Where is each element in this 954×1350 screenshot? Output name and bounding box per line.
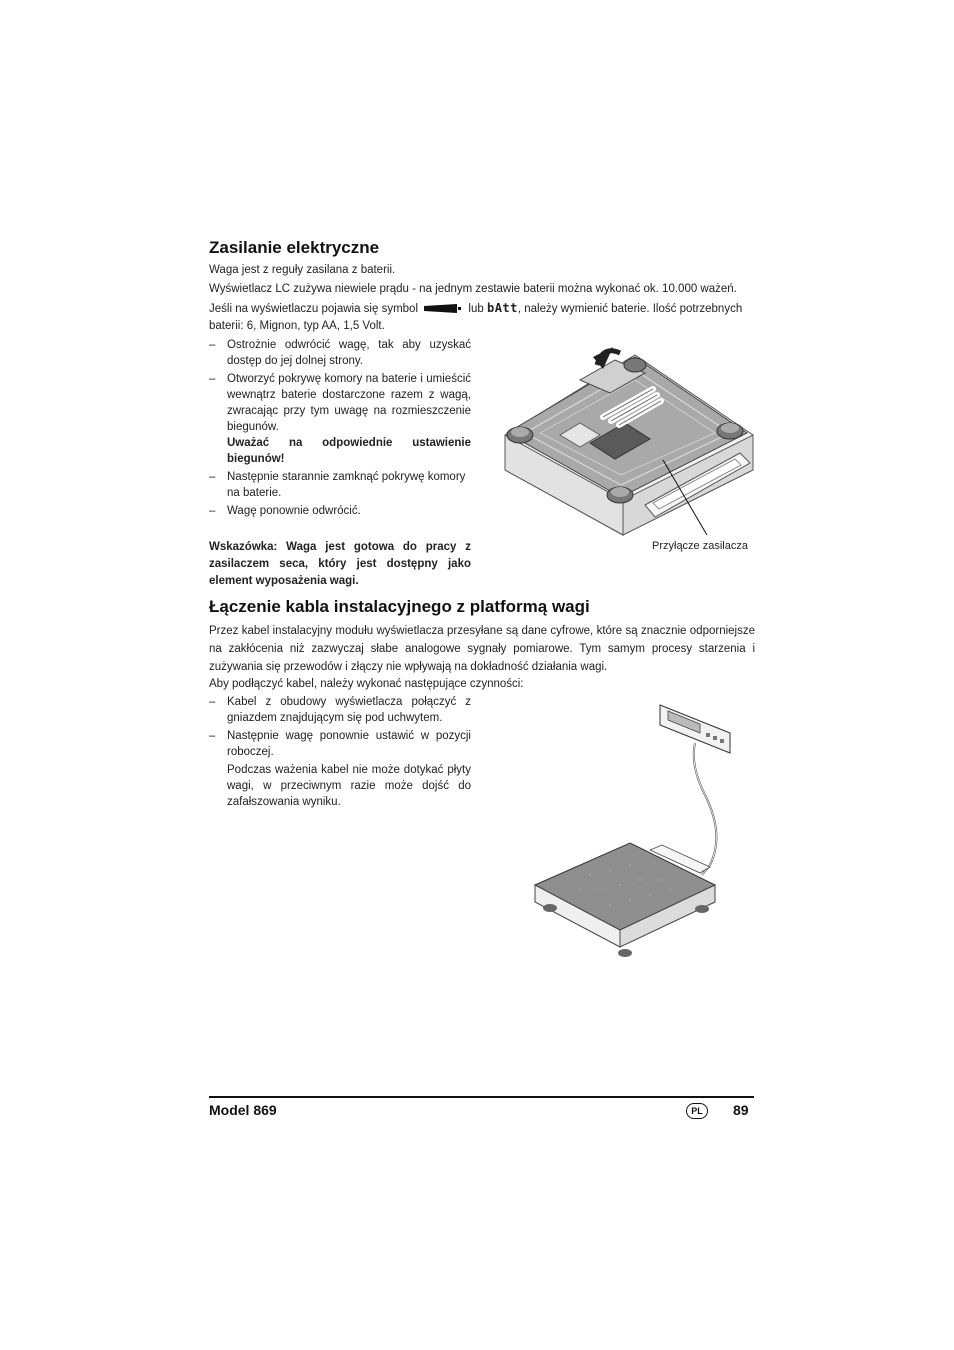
step-text: Ostrożnie odwrócić wagę, tak aby uzyskać dostęp do jej dolnej strony. <box>227 339 471 367</box>
battery-symbol-paragraph <box>209 300 755 317</box>
text-span: Jeśli na wyświetlaczu pojawia się symbol <box>209 303 418 315</box>
step-text: Następnie starannie zamknąć pokrywę komory na baterie. <box>227 471 466 499</box>
low-battery-icon <box>424 302 462 311</box>
list-item <box>209 371 471 467</box>
section-title-power: Zasilanie elektryczne <box>209 238 380 257</box>
paragraph: Aby podłączyć kabel, należy wykonać następujące czynności: <box>209 678 524 690</box>
dash: – <box>209 505 216 517</box>
language-badge: PL <box>686 1103 708 1119</box>
steps-list <box>209 337 471 519</box>
dash: – <box>209 373 216 385</box>
step-text: Otworzyć pokrywę komory na baterie i umieścić wewnątrz baterie dostarczone razem z wagą, zwracając przy tym uwagę na rozmieszczenie biegunów. <box>227 373 471 433</box>
steps-list <box>209 694 471 810</box>
batt-display-text: bAtt <box>486 301 518 315</box>
paragraph: Przez kabel instalacyjny modułu wyświetlacza przesyłane są dane cyfrowe, które są znacznie odporniejsze na zakłócenia niż zazwyczaj słabe analogowe sygnały pomiarowe. Tym samym procesy starzenia i zużywania się przewodów i złączy nie wpływają na dokładność działania wagi. <box>209 625 755 673</box>
footer-rule <box>209 1096 754 1098</box>
dash: – <box>209 730 216 742</box>
dash: – <box>209 471 216 483</box>
warning-text: Uważać na odpowiednie ustawienie biegunów! <box>227 437 471 465</box>
list-item <box>209 694 471 726</box>
text-span: , należy wymienić baterie. Ilość potrzebnych <box>517 303 743 315</box>
dash: – <box>209 339 216 351</box>
scale-underside-illustration <box>485 335 760 540</box>
figure-caption: Przyłącze zasilacza <box>652 540 748 552</box>
paragraph: Wyświetlacz LC zużywa niewiele prądu - na jednym zestawie baterii można wykonać ok. 10.000 ważeń. <box>209 283 737 295</box>
list-item <box>209 337 471 369</box>
paragraph: baterii: 6, Mignon, typ AA, 1,5 Volt. <box>209 320 385 332</box>
paragraph: Waga jest z reguły zasilana z baterii. <box>209 264 396 276</box>
footer-model: Model 869 <box>209 1102 277 1118</box>
step-text: Kabel z obudowy wyświetlacza połączyć z gniazdem znajdującym się pod uchwytem. <box>227 696 471 724</box>
dash: – <box>209 696 216 708</box>
step-text: Wagę ponownie odwrócić. <box>227 505 361 517</box>
text-span: lub <box>468 303 484 315</box>
step-note: Podczas ważenia kabel nie może dotykać płyty wagi, w przeciwnym razie może dojść do zafałszowania wyniku. <box>227 764 471 808</box>
list-item <box>209 469 471 501</box>
scale-with-display-illustration <box>530 695 745 965</box>
step-text: Następnie wagę ponownie ustawić w pozycji roboczej. <box>227 730 471 758</box>
section-title-cable: Łączenie kabla instalacyjnego z platformą wagi <box>209 597 590 616</box>
page-number: 89 <box>733 1102 749 1118</box>
list-item <box>209 728 471 810</box>
note-text: Wskazówka: Waga jest gotowa do pracy z zasilaczem seca, który jest dostępny jako element wyposażenia wagi. <box>209 541 471 587</box>
list-item <box>209 503 471 519</box>
